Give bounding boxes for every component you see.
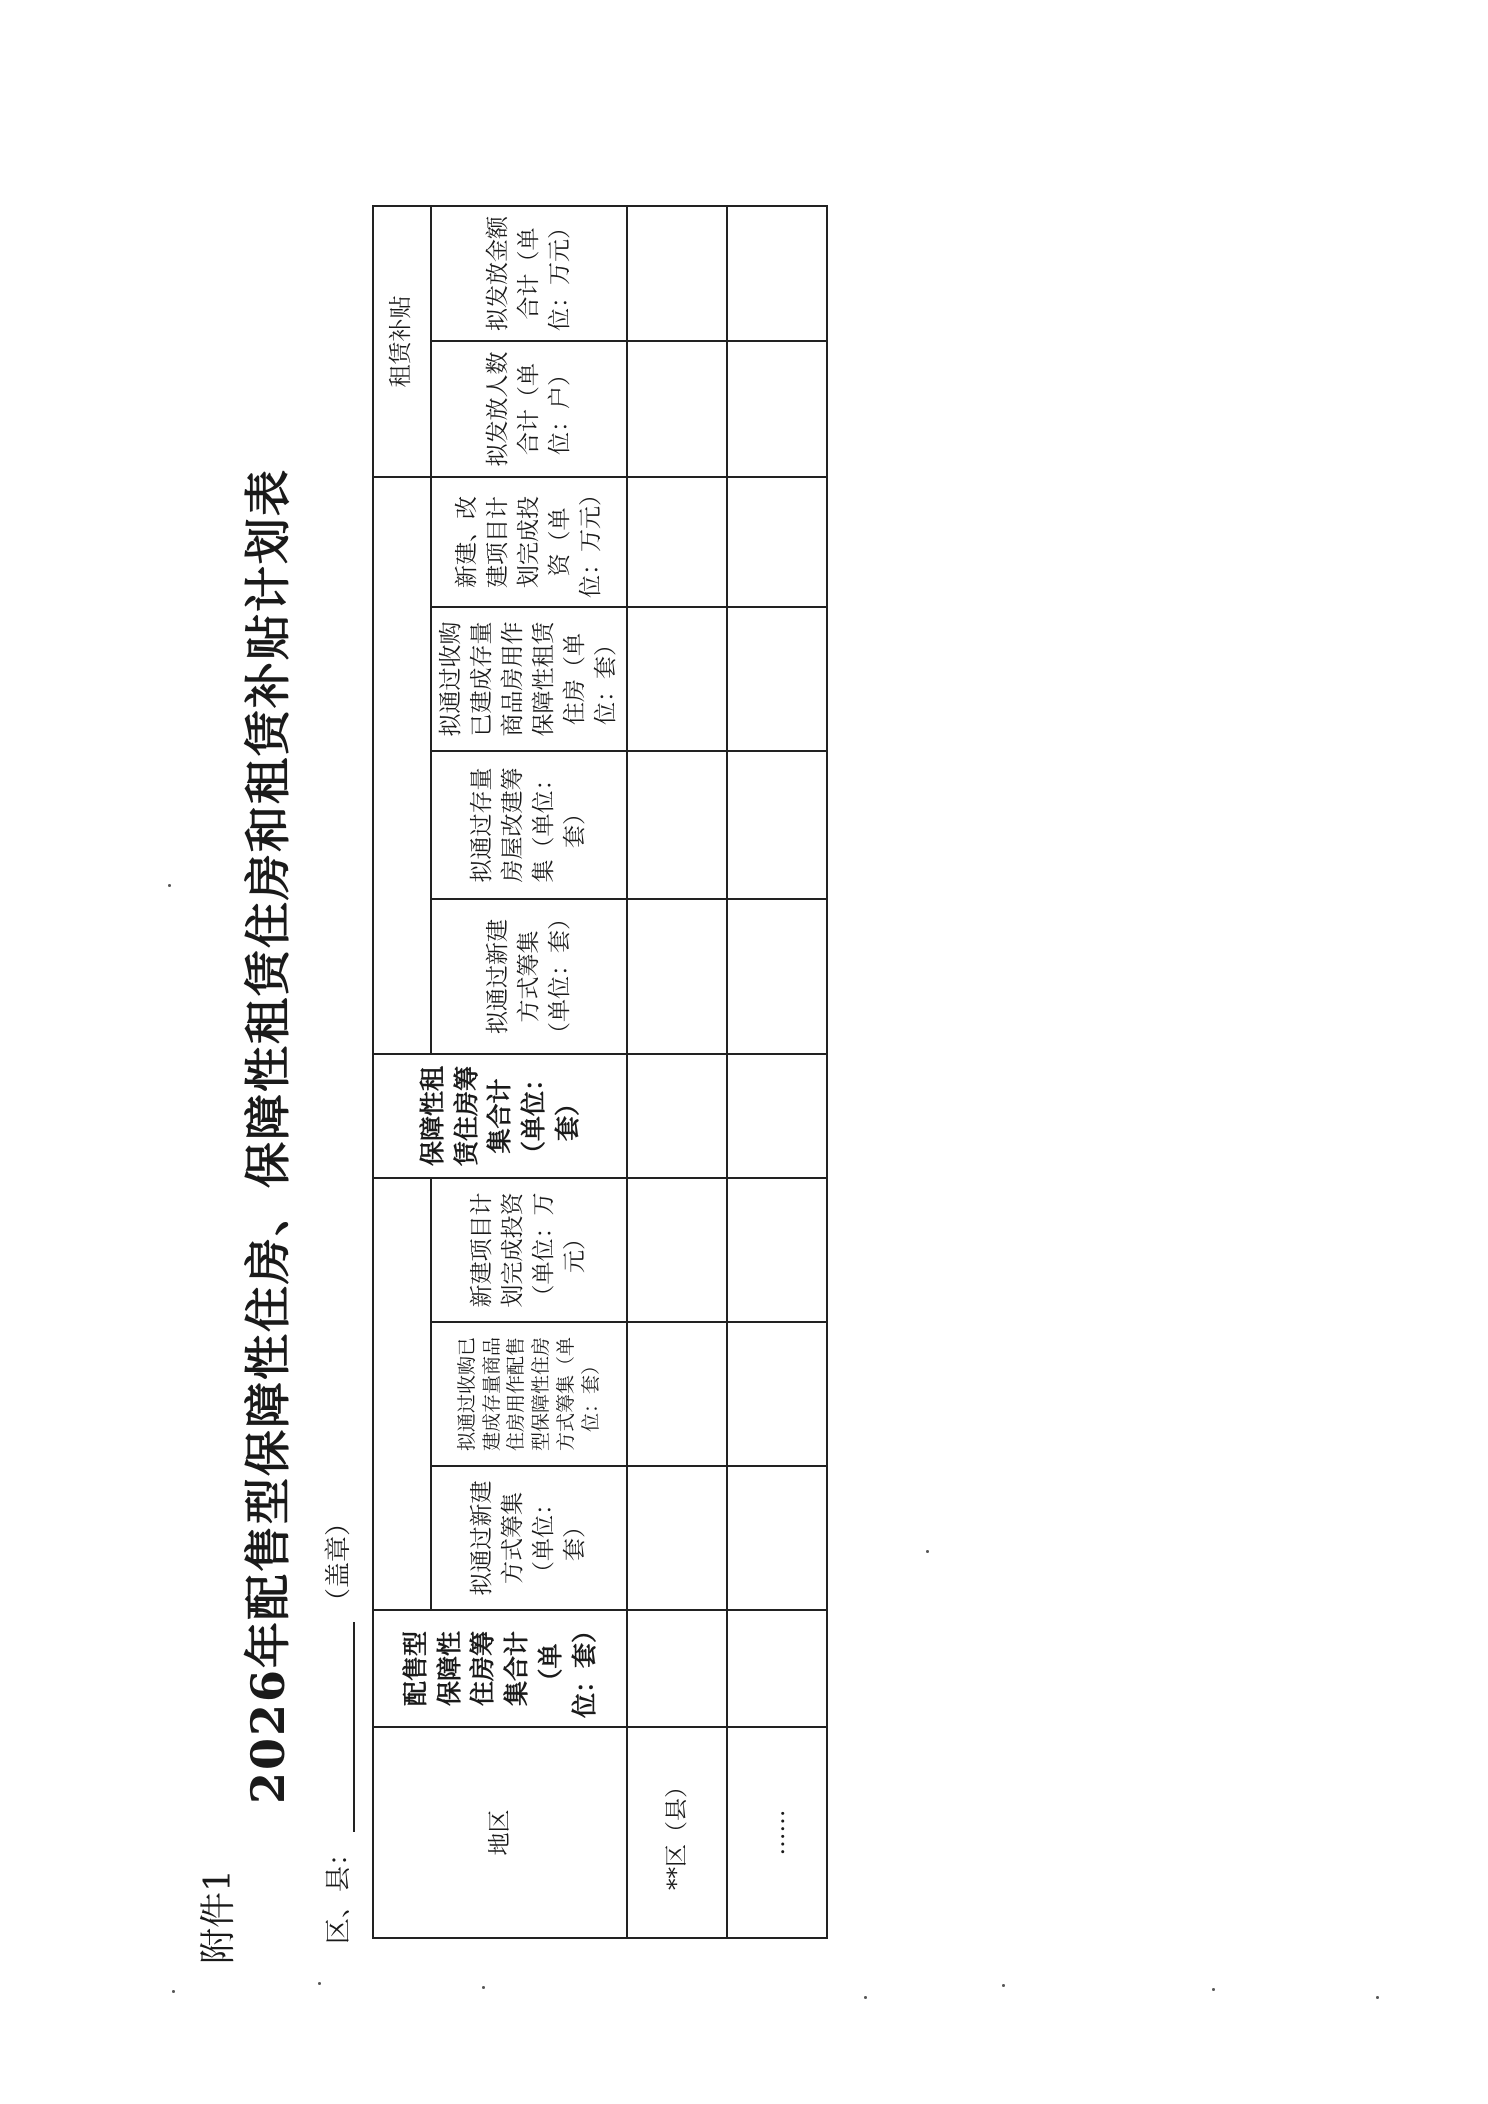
header-row-1 [373, 206, 431, 1938]
header-sales-new-build: 拟通过新建方式筹集（单位：套） [431, 1466, 627, 1610]
table-cell[interactable] [727, 1466, 827, 1610]
scan-speck [1376, 1996, 1379, 1999]
scan-speck [168, 884, 171, 887]
table-row [627, 206, 727, 1938]
scan-speck [926, 1550, 929, 1553]
header-subsidy-group: 租赁补贴 [373, 206, 431, 477]
district-line [318, 1510, 355, 1944]
table-cell[interactable] [627, 206, 727, 341]
table-cell[interactable] [727, 607, 827, 751]
scan-speck [482, 1986, 485, 1989]
plan-table [372, 205, 828, 1939]
row-region-cell: …… [727, 1727, 827, 1938]
table-cell[interactable] [627, 751, 727, 899]
table-cell[interactable] [727, 341, 827, 477]
header-rental-group [373, 477, 431, 1054]
district-blank-field [331, 1622, 355, 1832]
header-sales-total: 配售型保障性住房筹集合计（单位：套） [373, 1610, 627, 1727]
annex-label: 附件1 [198, 1869, 239, 1964]
header-region: 地区 [373, 1727, 627, 1938]
header-subsidy-households: 拟发放人数合计（单位：户） [431, 341, 627, 477]
header-sales-acquire: 拟通过收购已建成存量商品住房用作配售型保障性住房方式筹集（单位：套） [431, 1322, 627, 1466]
table-cell[interactable] [727, 1054, 827, 1178]
table-cell[interactable] [627, 1054, 727, 1178]
header-rental-total: 保障性租赁住房筹集合计（单位：套） [373, 1054, 627, 1178]
table-cell[interactable] [627, 1610, 727, 1727]
table-cell[interactable] [627, 607, 727, 751]
header-rental-invest: 新建、改建项目计划完成投资（单位：万元） [431, 477, 627, 607]
document-title: 2026年配售型保障性住房、保障性租赁住房和租赁补贴计划表 [241, 467, 295, 1804]
table-cell[interactable] [727, 899, 827, 1054]
row-region-cell: **区（县） [627, 1727, 727, 1938]
table-cell[interactable] [627, 1466, 727, 1610]
header-sales-group [373, 1178, 431, 1610]
scan-speck [1212, 1988, 1215, 1991]
table-cell[interactable] [727, 1322, 827, 1466]
table-cell[interactable] [727, 477, 827, 607]
table-cell[interactable] [627, 1178, 727, 1322]
table-cell[interactable] [727, 1610, 827, 1727]
table-cell[interactable] [727, 206, 827, 341]
table-cell[interactable] [627, 477, 727, 607]
stamp-note: （盖章） [324, 1509, 354, 1614]
header-subsidy-amount: 拟发放金额合计（单位：万元） [431, 206, 627, 341]
header-rental-acquire: 拟通过收购已建成存量商品房用作保障性租赁住房（单位：套） [431, 607, 627, 751]
scan-speck [318, 1982, 321, 1985]
table-cell[interactable] [627, 1322, 727, 1466]
header-rental-new-build: 拟通过新建方式筹集（单位：套） [431, 899, 627, 1054]
table-cell[interactable] [627, 341, 727, 477]
scan-speck [172, 1990, 175, 1993]
table-cell[interactable] [627, 899, 727, 1054]
table-row [727, 206, 827, 1938]
scan-speck [1002, 1984, 1005, 1987]
table-cell[interactable] [727, 1178, 827, 1322]
header-rental-renovate: 拟通过存量房屋改建筹集（单位：套） [431, 751, 627, 899]
scan-speck [864, 1996, 867, 1999]
district-prefix: 区、县： [324, 1839, 354, 1944]
table-cell[interactable] [727, 751, 827, 899]
header-sales-invest: 新建项目计划完成投资（单位：万元） [431, 1178, 627, 1322]
